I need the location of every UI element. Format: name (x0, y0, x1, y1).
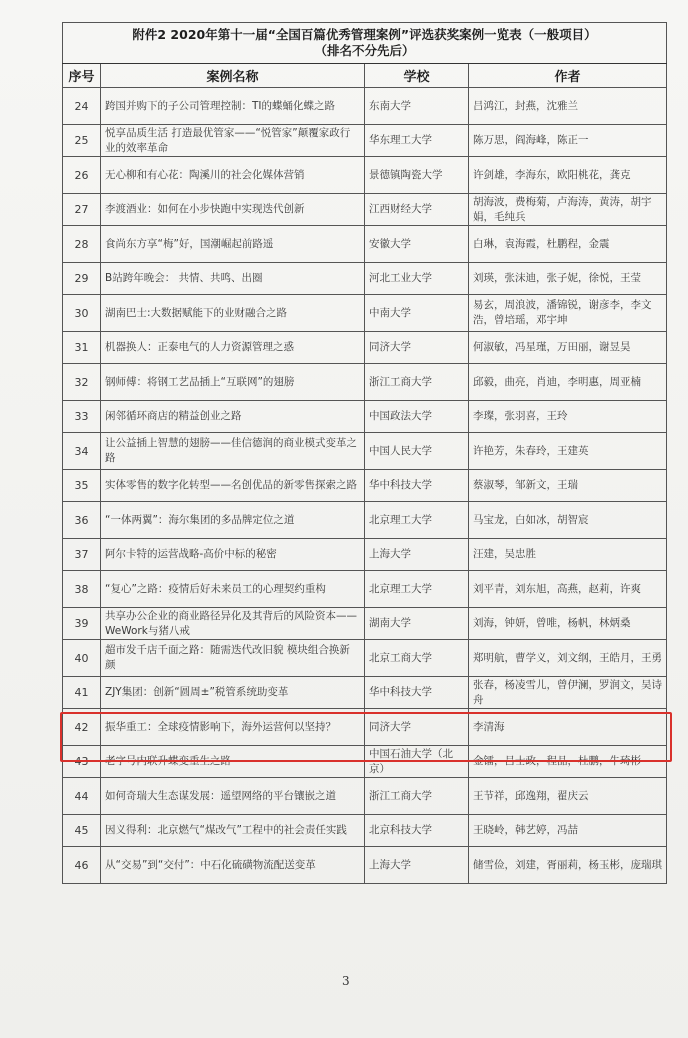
cell-author: 金镭，吕士政，程品，杜鹏，牛琦彬 (469, 746, 667, 778)
cell-name: 跨国并购下的子公司管理控制：TI的蝶蛹化蝶之路 (101, 88, 365, 125)
cell-name: 从“交易”到“交付”：中石化硫磺物流配送变革 (101, 847, 365, 884)
cell-no: 45 (63, 815, 101, 847)
cell-no: 43 (63, 746, 101, 778)
cell-author: 汪建，吴忠胜 (469, 539, 667, 571)
cell-author: 马宝龙，白如冰，胡智宸 (469, 502, 667, 539)
cell-no: 34 (63, 433, 101, 470)
cell-name: 机器换人：正泰电气的人力资源管理之惑 (101, 332, 365, 364)
cell-author: 刘海，钟妍，曾唯，杨帆，林炳桑 (469, 608, 667, 640)
page-number: 3 (342, 974, 350, 988)
cell-no: 37 (63, 539, 101, 571)
cell-name: 让公益插上智慧的翅膀——佳信德润的商业模式变革之路 (101, 433, 365, 470)
cell-name: 李渡酒业：如何在小步快跑中实现迭代创新 (101, 194, 365, 226)
table-row (63, 640, 667, 677)
cell-author: 刘瑛，张沫迪，张子妮，徐悦，王莹 (469, 263, 667, 295)
title-line-2: （排名不分先后） (314, 43, 415, 58)
cell-no: 32 (63, 364, 101, 401)
cell-name: 阿尔卡特的运营战略-高价中标的秘密 (101, 539, 365, 571)
cell-author: 易玄，周浪波，潘锦锐，谢彦李，李文浩，曾培瑶，邓宇坤 (469, 295, 667, 332)
cell-name: 如何奇瑞大生态谋发展：遥望网络的平台镶嵌之道 (101, 778, 365, 815)
table-row (63, 364, 667, 401)
header-row (63, 64, 667, 88)
cell-no: 42 (63, 709, 101, 746)
table-row (63, 194, 667, 226)
table-row (63, 746, 667, 778)
cell-name: 无心柳和有心花：陶溪川的社会化媒体营销 (101, 157, 365, 194)
cell-no: 40 (63, 640, 101, 677)
header-name: 案例名称 (101, 64, 365, 88)
award-table (62, 22, 667, 884)
table-row (63, 332, 667, 364)
table-row (63, 226, 667, 263)
cell-author: 胡海波，费梅菊，卢海涛，黄涛，胡宇娟，毛纯兵 (469, 194, 667, 226)
cell-no: 24 (63, 88, 101, 125)
cell-no: 31 (63, 332, 101, 364)
cell-author: 邱毅，曲亮，肖迪，李明惠，周亚楠 (469, 364, 667, 401)
cell-school: 中南大学 (365, 295, 469, 332)
table-row (63, 571, 667, 608)
cell-author: 王晓岭，韩艺婷，冯喆 (469, 815, 667, 847)
cell-name: 超市发千店千面之路：随需迭代改旧貌 模块组合换新颜 (101, 640, 365, 677)
table-row (63, 470, 667, 502)
cell-author: 许艳芳，朱春玲，王建英 (469, 433, 667, 470)
cell-no: 26 (63, 157, 101, 194)
cell-author: 陈万思，阎海峰，陈正一 (469, 125, 667, 157)
cell-school: 北京理工大学 (365, 571, 469, 608)
table-row (63, 847, 667, 884)
cell-school: 上海大学 (365, 539, 469, 571)
title-line-1: 附件2 2020年第十一届“全国百篇优秀管理案例”评选获奖案例一览表（一般项目） (132, 27, 597, 42)
header-school: 学校 (365, 64, 469, 88)
cell-school: 江西财经大学 (365, 194, 469, 226)
cell-author: 王节祥，邱逸翔，翟庆云 (469, 778, 667, 815)
cell-school: 上海大学 (365, 847, 469, 884)
cell-no: 44 (63, 778, 101, 815)
table-title (63, 23, 667, 64)
cell-school: 东南大学 (365, 88, 469, 125)
cell-no: 46 (63, 847, 101, 884)
cell-school: 华东理工大学 (365, 125, 469, 157)
cell-school: 安徽大学 (365, 226, 469, 263)
table-row (63, 295, 667, 332)
table-row (63, 125, 667, 157)
cell-no: 41 (63, 677, 101, 709)
cell-no: 28 (63, 226, 101, 263)
cell-no: 36 (63, 502, 101, 539)
cell-no: 30 (63, 295, 101, 332)
cell-name: 闲邻循环商店的精益创业之路 (101, 401, 365, 433)
cell-name: 湖南巴士:大数据赋能下的业财融合之路 (101, 295, 365, 332)
cell-name: 悦享品质生活 打造最优管家——“悦管家”颠覆家政行业的效率革命 (101, 125, 365, 157)
table-row (63, 88, 667, 125)
cell-school: 浙江工商大学 (365, 778, 469, 815)
cell-author: 郑明航，曹学义，刘文纲，王皓月，王勇 (469, 640, 667, 677)
table-row (63, 608, 667, 640)
cell-school: 景德镇陶瓷大学 (365, 157, 469, 194)
cell-school: 中国石油大学（北京） (365, 746, 469, 778)
cell-author: 张春，杨凌雪儿，曾伊澜，罗润文，吴诗舟 (469, 677, 667, 709)
table-row (63, 539, 667, 571)
cell-author: 李璨，张羽喜，王玲 (469, 401, 667, 433)
table-row (63, 263, 667, 295)
table-row (63, 157, 667, 194)
cell-no: 25 (63, 125, 101, 157)
cell-school: 浙江工商大学 (365, 364, 469, 401)
cell-author: 李清海 (469, 709, 667, 746)
cell-no: 39 (63, 608, 101, 640)
cell-school: 北京科技大学 (365, 815, 469, 847)
cell-author: 许剑雄，李海东，欧阳桃花，龚克 (469, 157, 667, 194)
table-row (63, 677, 667, 709)
cell-school: 北京理工大学 (365, 502, 469, 539)
title-row (63, 23, 667, 64)
cell-name: B站跨年晚会： 共情、共鸣、出圈 (101, 263, 365, 295)
cell-no: 29 (63, 263, 101, 295)
cell-author: 何淑敏，冯星瑾，万田丽，谢昱昊 (469, 332, 667, 364)
cell-author: 刘平青，刘东旭，高燕，赵莉，许爽 (469, 571, 667, 608)
cell-school: 华中科技大学 (365, 677, 469, 709)
cell-school: 华中科技大学 (365, 470, 469, 502)
cell-no: 35 (63, 470, 101, 502)
table-row (63, 815, 667, 847)
cell-school: 同济大学 (365, 709, 469, 746)
cell-name: ZJY集团：创新“圆周±”税管系统助变革 (101, 677, 365, 709)
table-row (63, 778, 667, 815)
cell-name: 振华重工：全球疫情影响下，海外运营何以坚持？ (101, 709, 365, 746)
cell-name: 钢师傅：将钢工艺品插上“互联网”的翅膀 (101, 364, 365, 401)
cell-author: 白琳，袁海霞，杜鹏程，金震 (469, 226, 667, 263)
cell-author: 吕鸿江，封燕，沈雅兰 (469, 88, 667, 125)
cell-no: 27 (63, 194, 101, 226)
cell-school: 中国人民大学 (365, 433, 469, 470)
cell-school: 河北工业大学 (365, 263, 469, 295)
cell-name: 实体零售的数字化转型——名创优品的新零售探索之路 (101, 470, 365, 502)
table-row (63, 502, 667, 539)
cell-name: 共享办公企业的商业路径异化及其背后的风险资本——WeWork与猪八戒 (101, 608, 365, 640)
cell-author: 储雪俭，刘建，胥丽莉，杨玉彬，庞瑞琪 (469, 847, 667, 884)
cell-name: 因义得利：北京燃气“煤改气”工程中的社会责任实践 (101, 815, 365, 847)
cell-name: 食尚东方享“梅”好，国潮崛起前路遥 (101, 226, 365, 263)
cell-name: “一体两翼”：海尔集团的多品牌定位之道 (101, 502, 365, 539)
table-row (63, 433, 667, 470)
cell-no: 38 (63, 571, 101, 608)
cell-school: 湖南大学 (365, 608, 469, 640)
cell-name: “复心”之路：疫情后好未来员工的心理契约重构 (101, 571, 365, 608)
cell-school: 同济大学 (365, 332, 469, 364)
cell-name: 老字号内联升蝶变重生之路 (101, 746, 365, 778)
cell-school: 中国政法大学 (365, 401, 469, 433)
header-author: 作者 (469, 64, 667, 88)
cell-school: 北京工商大学 (365, 640, 469, 677)
table-row (63, 709, 667, 746)
cell-author: 蔡淑琴，邹新文，王瑞 (469, 470, 667, 502)
cell-no: 33 (63, 401, 101, 433)
header-no: 序号 (63, 64, 101, 88)
table-row (63, 401, 667, 433)
